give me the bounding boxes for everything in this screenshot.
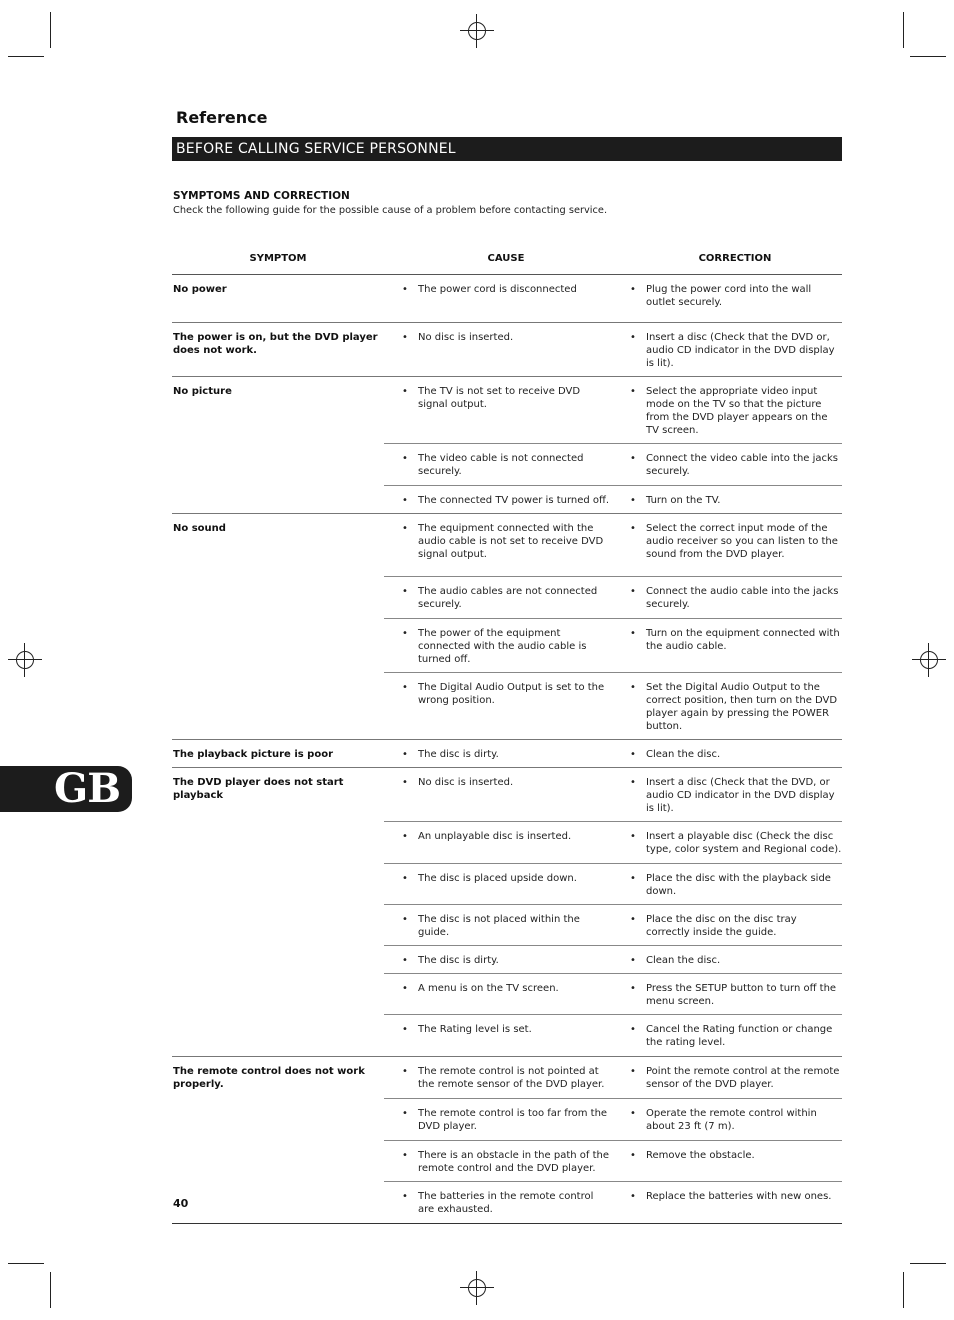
cause-correction-pair (384, 1057, 842, 1098)
column-header-cause: CAUSE (487, 253, 525, 264)
bullet-icon: • (630, 914, 636, 925)
symptom-cell: The power is on, but the DVD player does not work. (173, 332, 378, 356)
bullet-icon: • (630, 1024, 636, 1035)
bullet-icon: • (630, 586, 636, 597)
cause-correction-pair (384, 443, 842, 485)
cause-text: The Rating level is set. (418, 1024, 532, 1035)
registration-mark-right (912, 643, 946, 677)
table-header (172, 250, 842, 275)
correction-cell (629, 864, 842, 904)
crop-mark (50, 1272, 51, 1308)
cause-correction-pair (384, 1181, 842, 1223)
correction-text: Plug the power cord into the wall outlet securely. (646, 284, 812, 308)
cause-correction-pair (384, 1014, 842, 1056)
bullet-icon: • (630, 955, 636, 966)
bullet-icon: • (630, 1191, 636, 1202)
correction-text: Cancel the Rating function or change the rating level. (646, 1024, 833, 1048)
bullet-icon: • (402, 682, 408, 693)
bullet-icon: • (402, 749, 408, 760)
cause-correction-pair (384, 740, 842, 767)
bullet-icon: • (402, 523, 408, 534)
cause-text: The video cable is not connected securely. (418, 453, 584, 477)
symptom-cell: No picture (173, 386, 232, 397)
correction-text: Press the SETUP button to turn off the menu screen. (646, 983, 837, 1007)
cause-text: The disc is placed upside down. (418, 873, 577, 884)
bullet-icon: • (630, 682, 636, 693)
correction-text: Connect the video cable into the jacks securely. (646, 453, 839, 477)
correction-cell (629, 905, 842, 945)
bullet-icon: • (402, 777, 408, 788)
correction-cell (629, 514, 842, 576)
bullet-icon: • (630, 1108, 636, 1119)
cause-correction-pair (384, 576, 842, 618)
cause-correction-pair (384, 485, 842, 513)
cause-cell (401, 1099, 612, 1140)
cause-text: There is an obstacle in the path of the remote control and the DVD player. (418, 1150, 609, 1174)
intro-text: Check the following guide for the possible cause of a problem before contacting service. (173, 205, 608, 216)
table-row (172, 1057, 842, 1224)
correction-cell (629, 486, 842, 513)
table-row (172, 514, 842, 740)
correction-cell (629, 577, 842, 618)
table-row (172, 275, 842, 323)
bullet-icon: • (402, 831, 408, 842)
crop-mark (910, 56, 946, 57)
bullet-icon: • (630, 523, 636, 534)
correction-text: Insert a playable disc (Check the disc type, color system and Regional code). (646, 831, 842, 855)
correction-cell (629, 1057, 842, 1098)
cause-cell (401, 864, 612, 904)
registration-mark-bottom (460, 1271, 494, 1305)
cause-cell (401, 577, 612, 618)
registration-mark-left (8, 643, 42, 677)
correction-text: Select the correct input mode of the audio receiver so you can listen to the sound from the DVD player. (646, 523, 838, 560)
cause-correction-pair (384, 821, 842, 863)
symptom-cell: The playback picture is poor (173, 749, 334, 760)
cause-text: The remote control is not pointed at the remote sensor of the DVD player. (418, 1066, 605, 1090)
correction-cell (629, 619, 842, 672)
cause-cell (401, 1057, 612, 1098)
symptom-cell: The DVD player does not start playback (173, 777, 344, 801)
bullet-icon: • (402, 955, 408, 966)
bullet-icon: • (402, 628, 408, 639)
cause-text: The Digital Audio Output is set to the wrong position. (418, 682, 605, 706)
cause-text: The remote control is too far from the DVD player. (418, 1108, 608, 1132)
crop-mark (903, 12, 904, 48)
correction-text: Remove the obstacle. (646, 1150, 755, 1161)
bullet-icon: • (402, 1066, 408, 1077)
page-number: 40 (173, 1197, 189, 1210)
cause-correction-group (384, 1057, 842, 1223)
registration-mark-top (460, 14, 494, 48)
intro-heading: SYMPTOMS AND CORRECTION (173, 190, 350, 202)
table-row (172, 323, 842, 377)
column-header-correction: CORRECTION (698, 253, 772, 264)
correction-text: Select the appropriate video input mode on the TV so that the picture from the DVD player appears on the TV screen. (646, 386, 828, 436)
page-title: BEFORE CALLING SERVICE PERSONNEL (172, 137, 842, 161)
cause-cell (401, 1141, 612, 1181)
correction-text: Insert a disc (Check that the DVD, or audio CD indicator in the DVD display is lit). (646, 777, 835, 814)
table-row (172, 740, 842, 768)
correction-text: Clean the disc. (646, 955, 721, 966)
cause-text: A menu is on the TV screen. (418, 983, 559, 994)
bullet-icon: • (402, 1150, 408, 1161)
cause-correction-group (384, 275, 842, 322)
cause-correction-pair (384, 1098, 842, 1140)
cause-cell (401, 1015, 612, 1056)
crop-mark (8, 1263, 44, 1264)
cause-cell (401, 1182, 612, 1223)
cause-correction-group (384, 740, 842, 767)
bullet-icon: • (630, 386, 636, 397)
cause-text: No disc is inserted. (418, 777, 514, 788)
cause-text: The disc is dirty. (418, 955, 499, 966)
language-tab: GB (0, 766, 132, 812)
cause-correction-pair (384, 1140, 842, 1181)
bullet-icon: • (402, 386, 408, 397)
correction-cell (629, 377, 842, 443)
table-row (172, 377, 842, 514)
bullet-icon: • (630, 983, 636, 994)
cause-cell (401, 905, 612, 945)
bullet-icon: • (402, 332, 408, 343)
bullet-icon: • (402, 873, 408, 884)
cause-correction-pair (384, 323, 842, 376)
correction-cell (629, 673, 842, 739)
bullet-icon: • (630, 1066, 636, 1077)
cause-correction-group (384, 323, 842, 376)
bullet-icon: • (630, 873, 636, 884)
cause-correction-group (384, 514, 842, 739)
cause-correction-pair (384, 377, 842, 443)
cause-cell (401, 619, 612, 672)
column-header-symptom: SYMPTOM (249, 253, 307, 264)
correction-text: Insert a disc (Check that the DVD or, audio CD indicator in the DVD display is lit). (646, 332, 835, 369)
correction-cell (629, 974, 842, 1014)
bullet-icon: • (630, 332, 636, 343)
crop-mark (903, 1272, 904, 1308)
correction-cell (629, 740, 842, 767)
correction-cell (629, 323, 842, 376)
correction-cell (629, 1015, 842, 1056)
bullet-icon: • (630, 284, 636, 295)
correction-text: Point the remote control at the remote sensor of the DVD player. (646, 1066, 840, 1090)
cause-cell (401, 323, 612, 376)
cause-text: The equipment connected with the audio cable is not set to receive DVD signal output. (418, 523, 604, 560)
crop-mark (910, 1263, 946, 1264)
correction-cell (629, 444, 842, 485)
bullet-icon: • (402, 1108, 408, 1119)
bullet-icon: • (630, 1150, 636, 1161)
bullet-icon: • (402, 914, 408, 925)
crop-mark (50, 12, 51, 48)
cause-correction-group (384, 377, 842, 513)
cause-correction-pair (384, 768, 842, 821)
correction-text: Set the Digital Audio Output to the correct position, then turn on the DVD player again by pressing the POWER button. (646, 682, 838, 732)
correction-cell (629, 822, 842, 863)
cause-text: The disc is not placed within the guide. (418, 914, 580, 938)
cause-text: The power cord is disconnected (418, 284, 577, 295)
bullet-icon: • (630, 453, 636, 464)
cause-cell (401, 974, 612, 1014)
correction-cell (629, 1141, 842, 1181)
correction-text: Replace the batteries with new ones. (646, 1191, 832, 1202)
cause-correction-pair (384, 275, 842, 322)
cause-cell (401, 740, 612, 767)
correction-text: Place the disc on the disc tray correctly inside the guide. (646, 914, 797, 938)
cause-cell (401, 486, 612, 513)
bullet-icon: • (402, 586, 408, 597)
bullet-icon: • (402, 983, 408, 994)
symptom-cell: No sound (173, 523, 226, 534)
bullet-icon: • (402, 495, 408, 506)
correction-text: Operate the remote control within about 23 ft (7 m). (646, 1108, 817, 1132)
cause-correction-pair (384, 973, 842, 1014)
bullet-icon: • (402, 1024, 408, 1035)
cause-cell (401, 946, 612, 973)
cause-correction-pair (384, 863, 842, 904)
correction-cell (629, 946, 842, 973)
cause-cell (401, 822, 612, 863)
bullet-icon: • (402, 1191, 408, 1202)
cause-text: The TV is not set to receive DVD signal output. (418, 386, 581, 410)
correction-text: Turn on the TV. (646, 495, 721, 506)
cause-correction-pair (384, 672, 842, 739)
cause-text: An unplayable disc is inserted. (418, 831, 572, 842)
correction-cell (629, 768, 842, 821)
correction-cell (629, 275, 842, 322)
cause-correction-pair (384, 514, 842, 576)
table-row (172, 768, 842, 1057)
cause-text: The batteries in the remote control are exhausted. (418, 1191, 594, 1215)
crop-mark (8, 56, 44, 57)
cause-cell (401, 514, 612, 576)
cause-cell (401, 444, 612, 485)
correction-text: Clean the disc. (646, 749, 721, 760)
cause-text: The power of the equipment connected with the audio cable is turned off. (418, 628, 587, 665)
cause-correction-pair (384, 945, 842, 973)
symptom-cell: No power (173, 284, 227, 295)
cause-correction-group (384, 768, 842, 1056)
bullet-icon: • (630, 495, 636, 506)
bullet-icon: • (630, 777, 636, 788)
bullet-icon: • (630, 831, 636, 842)
cause-correction-pair (384, 904, 842, 945)
bullet-icon: • (402, 453, 408, 464)
cause-text: The audio cables are not connected securely. (418, 586, 598, 610)
bullet-icon: • (630, 628, 636, 639)
correction-cell (629, 1182, 842, 1223)
cause-text: The disc is dirty. (418, 749, 499, 760)
bullet-icon: • (402, 284, 408, 295)
cause-cell (401, 275, 612, 322)
cause-correction-pair (384, 618, 842, 672)
cause-cell (401, 377, 612, 443)
cause-cell (401, 673, 612, 739)
troubleshooting-table (172, 250, 842, 1224)
correction-text: Turn on the equipment connected with the audio cable. (646, 628, 840, 652)
correction-text: Connect the audio cable into the jacks securely. (646, 586, 839, 610)
table-body (172, 275, 842, 1224)
cause-text: No disc is inserted. (418, 332, 514, 343)
correction-text: Place the disc with the playback side down. (646, 873, 831, 897)
symptom-cell: The remote control does not work properly. (173, 1066, 365, 1090)
bullet-icon: • (630, 749, 636, 760)
cause-text: The connected TV power is turned off. (418, 495, 610, 506)
cause-cell (401, 768, 612, 821)
section-label: Reference (176, 108, 268, 127)
correction-cell (629, 1099, 842, 1140)
